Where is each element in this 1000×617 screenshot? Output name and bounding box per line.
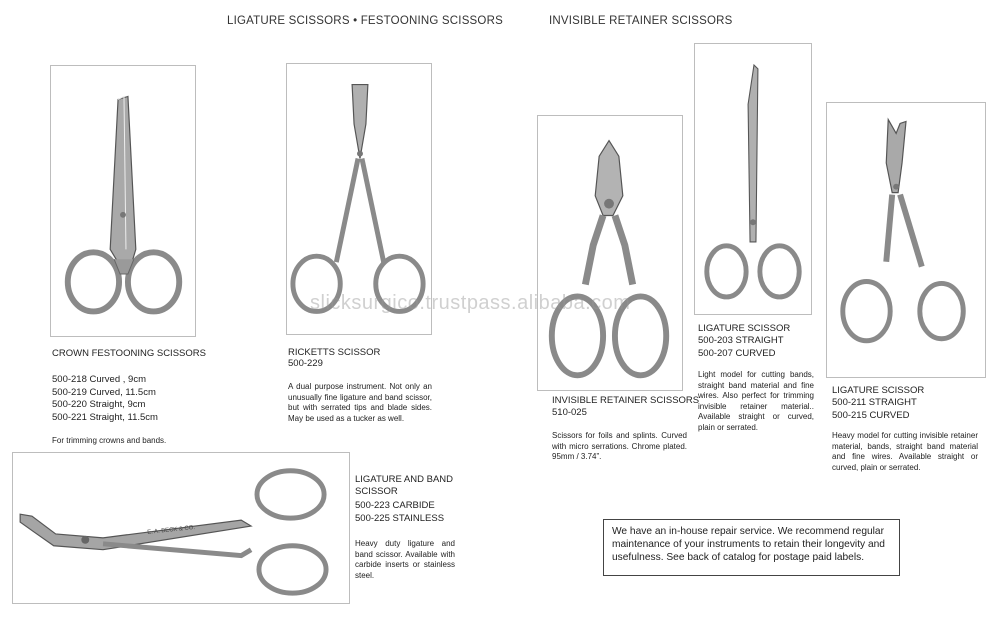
crown-title: CROWN FESTOONING SCISSORS <box>52 348 206 359</box>
invisible-retainer-description: Scissors for foils and splints. Curved with micro serrations. Chrome plated. 95mm / 3.74”. <box>552 431 687 461</box>
ligature-scissor-heavy-image <box>826 102 986 378</box>
scissors-icon <box>13 453 349 603</box>
crown-code: 500-220 Straight, 9cm <box>52 399 146 410</box>
ligature-band-title-line: SCISSOR <box>355 486 398 497</box>
ligature-scissor-light-image <box>694 43 812 315</box>
crown-festooning-scissors-image <box>50 65 196 337</box>
ricketts-description: A dual purpose instrument. Not only an unusually fine ligature and band scissor, but with serrated tips and blade sides. May be used as a tucker as well. <box>288 382 432 423</box>
ligature-heavy-title: LIGATURE SCISSOR <box>832 385 925 396</box>
ligature-band-title <box>355 474 453 498</box>
scissors-icon <box>538 116 682 390</box>
ligature-heavy-codes <box>832 397 917 422</box>
watermark: slicksurgico.trustpass.alibaba.com <box>310 292 631 314</box>
crown-codes <box>52 374 158 424</box>
ligature-band-code: 500-223 CARBIDE <box>355 500 435 511</box>
ligature-light-description: Light model for cutting bands, straight band material and fine wires. Also perfect for trimming invisible retainer material.. Available straight or curved, plain or serrated. <box>698 370 814 432</box>
scissors-icon <box>695 44 811 314</box>
scissors-icon <box>827 103 985 377</box>
ligature-band-scissor-image <box>12 452 350 604</box>
ligature-band-description: Heavy duty ligature and band scissor. Available with carbide inserts or stainless steel. <box>355 539 455 580</box>
ligature-light-title: LIGATURE SCISSOR <box>698 323 791 334</box>
engraving: E. A. BECK & CO. <box>147 524 196 536</box>
crown-code: 500-219 Curved, 11.5cm <box>52 386 156 398</box>
invisible-retainer-scissors-image <box>537 115 683 391</box>
crown-code: 500-221 Straight, 11.5cm <box>52 411 158 423</box>
ligature-light-code: 500-207 CURVED <box>698 347 776 359</box>
ligature-light-code: 500-203 STRAIGHT <box>698 335 784 346</box>
scissors-icon <box>51 66 195 336</box>
ligature-band-code: 500-225 STAINLESS <box>355 512 445 524</box>
header-ligature-festooning: LIGATURE SCISSORS • FESTOONING SCISSORS <box>227 15 503 27</box>
crown-description: For trimming crowns and bands. <box>52 436 167 445</box>
invisible-retainer-title: INVISIBLE RETAINER SCISSORS <box>552 395 700 406</box>
invisible-retainer-code: 510-025 <box>552 407 587 418</box>
crown-code: 500-218 Curved , 9cm <box>52 374 146 385</box>
repair-notice: We have an in-house repair service. We recommend regular maintenance of your instruments to retain their longevity and usefulness. See back of catalog for postage paid labels. <box>603 519 900 576</box>
ligature-heavy-code: 500-211 STRAIGHT <box>832 397 917 408</box>
ricketts-codes <box>288 358 323 371</box>
ligature-light-codes <box>698 335 784 360</box>
ligature-heavy-code: 500-215 CURVED <box>832 409 910 421</box>
ligature-band-codes <box>355 500 444 525</box>
ligature-heavy-description: Heavy model for cutting invisible retainer material, bands, straight band material and fine wires. Available straight or curved, plain or serrated. <box>832 431 978 472</box>
header-invisible-retainer: INVISIBLE RETAINER SCISSORS <box>549 15 733 27</box>
ligature-band-title-line: LIGATURE AND BAND <box>355 474 454 485</box>
invisible-retainer-codes <box>552 407 587 420</box>
ricketts-code: 500-229 <box>288 358 323 369</box>
ricketts-title: RICKETTS SCISSOR <box>288 347 381 358</box>
